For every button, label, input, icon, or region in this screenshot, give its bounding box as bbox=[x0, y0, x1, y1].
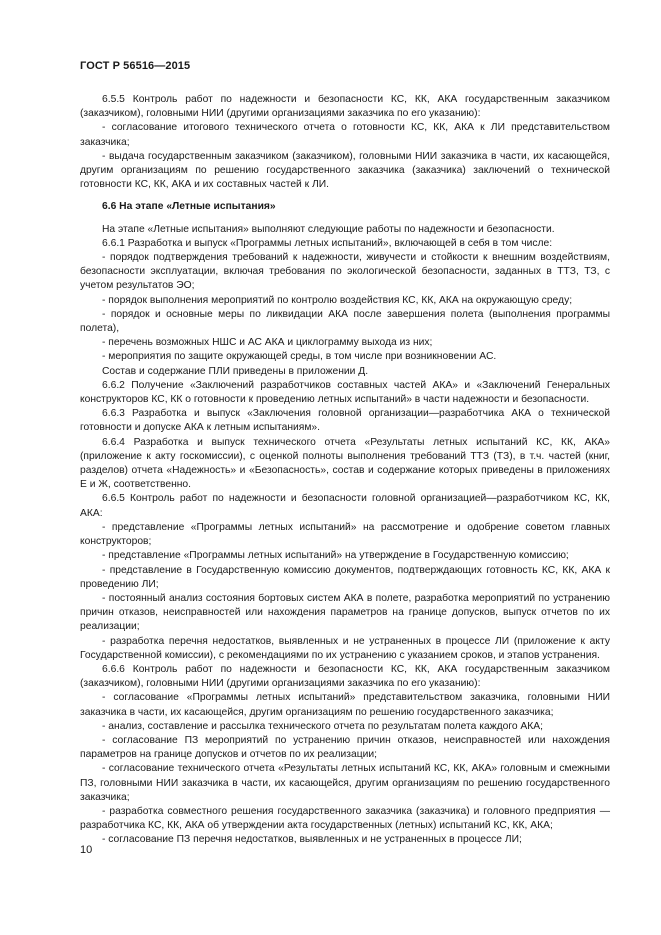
paragraph: 6.6.5 Контроль работ по надежности и безопасности головной организацией—разработчиком КС, КК, АКА: bbox=[80, 493, 610, 519]
paragraph: 6.6.3 Разработка и выпуск «Заключения головной организации—разработчика АКА о технической готовности и допуске АКА к летным испытаниям». bbox=[80, 408, 610, 434]
list-item: - разработка перечня недостатков, выявленных и не устраненных в процессе ЛИ (приложение к акту Государственной комиссии), с рекомендациями по их устранению с указанием сроков, и этапов устранения. bbox=[80, 635, 610, 661]
list-item: - порядок и основные меры по ликвидации АКА после завершения полета (выполнения программы полета), bbox=[80, 308, 610, 335]
list-item: - перечень возможных НШС и АС АКА и циклограмму выхода из них; bbox=[102, 337, 433, 349]
list-item: - порядок подтверждения требований к надежности, живучести и стойкости к внешним воздействиям, безопасности эксплуатации, включая требования по экологической безопасности, заданных в ТТЗ, ТЗ, с учетом результатов ЭО; bbox=[80, 252, 610, 292]
list-item: - разработка совместного решения государственного заказчика (заказчика) и головного предприятия — разработчика КС, КК, АКА об утверждении акта государственных (летных) испытаний КС, КК, АКА; bbox=[80, 805, 610, 832]
page-number: 10 bbox=[80, 844, 93, 856]
list-item: - порядок выполнения мероприятий по контролю воздействия КС, КК, АКА на окружающую среду; bbox=[102, 294, 573, 306]
list-item: - анализ, составление и рассылка технического отчета по результатам полета каждого АКА; bbox=[102, 720, 544, 732]
paragraph: На этапе «Летные испытания» выполняют следующие работы по надежности и безопасности. bbox=[102, 223, 555, 235]
list-item: - представление «Программы летных испытаний» на утверждение в Государственную комиссию; bbox=[102, 550, 569, 562]
paragraph: Состав и содержание ПЛИ приведены в приложении Д. bbox=[102, 365, 369, 377]
list-item: - согласование «Программы летных испытаний» представительством заказчика, головными НИИ заказчика в части, их касающейся, другим организациям по решению государственного заказчика; bbox=[80, 692, 610, 718]
list-item: - согласование итогового технического отчета о готовности КС, КК, АКА к ЛИ представительством заказчика; bbox=[80, 122, 610, 148]
paragraph: 6.6.4 Разработка и выпуск технического отчета «Результаты летных испытаний КС, КК, АКА» (приложение к акту госкомиссии), с оценкой полноты выполнения требований ТТЗ (ТЗ), в т.ч. частей (книг, разделов) отчета «Надежность» и «Безопасность», состав и содержание которых приведены в приложениях Е и Ж, соответственно. bbox=[80, 436, 610, 491]
document-header: ГОСТ Р 56516—2015 bbox=[80, 60, 191, 72]
paragraph: 6.6.1 Разработка и выпуск «Программы летных испытаний», включающей в себя в том числе: bbox=[102, 237, 553, 249]
paragraph: 6.5.5 Контроль работ по надежности и безопасности КС, КК, АКА государственным заказчиком (заказчиком), головными НИИ (другими организациями заказчика по его указанию): bbox=[80, 94, 610, 120]
list-item: - мероприятия по защите окружающей среды, в том числе при возникновении АС. bbox=[102, 351, 497, 363]
list-item: - представление «Программы летных испытаний» на рассмотрение и одобрение советом главных конструкторов; bbox=[80, 521, 610, 548]
paragraph: 6.6.2 Получение «Заключений разработчиков составных частей АКА» и «Заключений Генеральных конструкторов КС, КК о готовности к проведению летных испытаний» в части надежности и безопасности. bbox=[80, 379, 610, 406]
list-item: - представление в Государственную комиссию документов, подтверждающих готовность КС, КК, АКА к проведению ЛИ; bbox=[80, 564, 610, 590]
list-item: - согласование ПЗ перечня недостатков, выявленных и не устраненных в процессе ЛИ; bbox=[102, 834, 522, 846]
list-item: - постоянный анализ состояния бортовых систем АКА в полете, разработка мероприятий по устранению причин отказов, неисправностей или нахождения параметров на границе допусков, выпуск отчетов по их реализации; bbox=[80, 592, 610, 633]
section-heading: 6.6 На этапе «Летные испытания» bbox=[102, 201, 276, 213]
list-item: - согласование технического отчета «Результаты летных испытаний КС, КК, АКА» головным и смежными ПЗ, головными НИИ заказчика в части, их касающейся, другим организациям по решению государственного заказчика; bbox=[80, 763, 610, 803]
paragraph: 6.6.6 Контроль работ по надежности и безопасности КС, КК, АКА государственным заказчиком (заказчиком), головными НИИ (другими организациями заказчика по его указанию): bbox=[80, 663, 610, 690]
list-item: - согласование ПЗ мероприятий по устранению причин отказов, неисправностей или нахождения параметров на границе допусков и отчетов по их реализации; bbox=[80, 734, 610, 761]
list-item: - выдача государственным заказчиком (заказчиком), головными НИИ заказчика в части, их касающейся, другим организациям по решению государственного заказчика (заказчика) заключений о технической готовности КС, КК, АКА и их составных частей к ЛИ. bbox=[80, 150, 610, 191]
document-body bbox=[80, 93, 610, 848]
